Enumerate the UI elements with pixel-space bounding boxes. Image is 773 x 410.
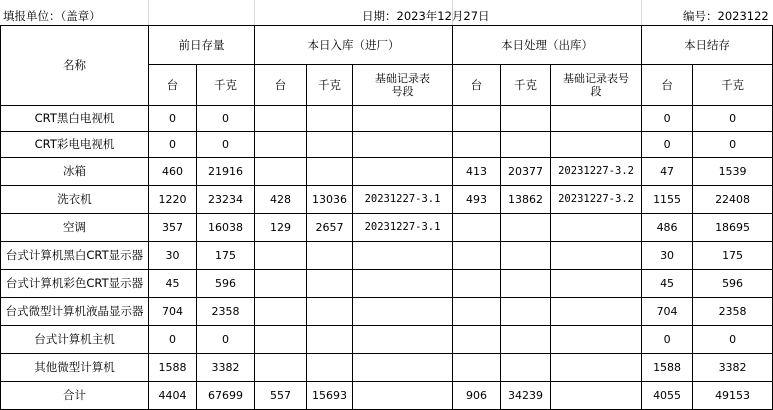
cell-prev-kg: 3382 xyxy=(197,354,255,382)
subheader-end-kg: 千克 xyxy=(693,65,773,106)
cell-in-rec xyxy=(353,132,453,158)
cell-in-kg xyxy=(307,242,353,270)
cell-prev-kg: 23234 xyxy=(197,186,255,214)
cell-in-rec xyxy=(353,326,453,354)
cell-name: 台式计算机主机 xyxy=(1,326,149,354)
cell-in-kg: 15693 xyxy=(307,382,353,410)
cell-prev-kg: 596 xyxy=(197,270,255,298)
cell-out-tai xyxy=(453,354,501,382)
cell-out-kg xyxy=(501,106,551,132)
cell-in-kg xyxy=(307,354,353,382)
table-row xyxy=(1,354,773,382)
cell-out-kg xyxy=(501,298,551,326)
cell-prev-tai: 0 xyxy=(149,326,197,354)
col-header-prev-stock: 前日存量 xyxy=(149,26,255,65)
subheader-in-record: 基础记录表号段 xyxy=(353,65,453,106)
table-row xyxy=(1,132,773,158)
cell-in-tai: 557 xyxy=(255,382,307,410)
reporting-unit-label: 填报单位：（盖章） xyxy=(3,9,101,23)
cell-out-tai xyxy=(453,214,501,242)
subheader-out-record: 基础记录表号段 xyxy=(551,65,642,106)
cell-in-rec xyxy=(353,354,453,382)
cell-end-kg: 0 xyxy=(693,132,773,158)
table-row xyxy=(1,326,773,354)
subheader-out-kg: 千克 xyxy=(501,65,551,106)
cell-in-kg xyxy=(307,270,353,298)
cell-out-rec xyxy=(551,106,642,132)
cell-end-tai: 47 xyxy=(642,158,693,186)
col-header-processed: 本日处理（出库） xyxy=(453,26,642,65)
cell-out-rec xyxy=(551,270,642,298)
cell-out-kg xyxy=(501,354,551,382)
cell-out-tai xyxy=(453,242,501,270)
cell-prev-kg: 16038 xyxy=(197,214,255,242)
total-row xyxy=(1,382,773,410)
cell-end-kg: 49153 xyxy=(693,382,773,410)
cell-out-tai xyxy=(453,270,501,298)
cell-prev-tai: 1220 xyxy=(149,186,197,214)
cell-out-rec xyxy=(551,132,642,158)
cell-in-rec xyxy=(353,382,453,410)
cell-in-tai: 129 xyxy=(255,214,307,242)
cell-in-kg: 13036 xyxy=(307,186,353,214)
cell-prev-kg: 0 xyxy=(197,132,255,158)
cell-name: 空调 xyxy=(1,214,149,242)
cell-end-tai: 704 xyxy=(642,298,693,326)
cell-out-rec xyxy=(551,214,642,242)
table-row xyxy=(1,106,773,132)
cell-end-kg: 1539 xyxy=(693,158,773,186)
col-header-inbound: 本日入库（进厂） xyxy=(255,26,453,65)
cell-end-tai: 45 xyxy=(642,270,693,298)
cell-end-kg: 0 xyxy=(693,106,773,132)
cell-out-kg xyxy=(501,132,551,158)
cell-in-tai xyxy=(255,270,307,298)
cell-in-kg xyxy=(307,298,353,326)
table-header-row-1 xyxy=(1,26,773,65)
cell-in-kg xyxy=(307,158,353,186)
cell-in-rec xyxy=(353,270,453,298)
cell-in-kg xyxy=(307,132,353,158)
cell-out-tai xyxy=(453,298,501,326)
cell-in-tai xyxy=(255,298,307,326)
table-row xyxy=(1,214,773,242)
subheader-prev-kg: 千克 xyxy=(197,65,255,106)
cell-in-kg xyxy=(307,106,353,132)
cell-end-kg: 3382 xyxy=(693,354,773,382)
cell-in-rec: 20231227-3.1 xyxy=(353,186,453,214)
cell-out-rec: 20231227-3.2 xyxy=(551,158,642,186)
table-row xyxy=(1,270,773,298)
cell-end-kg: 175 xyxy=(693,242,773,270)
report-number-label: 编号：2023122 xyxy=(683,9,769,23)
col-header-closing: 本日结存 xyxy=(642,26,773,65)
cell-prev-tai: 0 xyxy=(149,132,197,158)
cell-prev-tai: 460 xyxy=(149,158,197,186)
cell-end-kg: 596 xyxy=(693,270,773,298)
table-row xyxy=(1,298,773,326)
cell-in-tai xyxy=(255,354,307,382)
cell-out-rec xyxy=(551,354,642,382)
cell-out-kg xyxy=(501,270,551,298)
subheader-prev-tai: 台 xyxy=(149,65,197,106)
cell-prev-tai: 1588 xyxy=(149,354,197,382)
cell-in-tai: 428 xyxy=(255,186,307,214)
cell-name: CRT彩电电视机 xyxy=(1,132,149,158)
cell-out-tai: 413 xyxy=(453,158,501,186)
cell-prev-tai: 0 xyxy=(149,106,197,132)
cell-prev-tai: 704 xyxy=(149,298,197,326)
cell-name: CRT黑白电视机 xyxy=(1,106,149,132)
cell-end-kg: 0 xyxy=(693,326,773,354)
table-row xyxy=(1,186,773,214)
cell-end-tai: 1588 xyxy=(642,354,693,382)
cell-out-kg xyxy=(501,326,551,354)
inventory-table xyxy=(0,25,773,410)
cell-in-rec xyxy=(353,242,453,270)
cell-end-tai: 0 xyxy=(642,106,693,132)
report-date-label: 日期：2023年12月27日 xyxy=(362,9,490,23)
cell-out-kg: 34239 xyxy=(501,382,551,410)
cell-in-tai xyxy=(255,106,307,132)
cell-out-tai: 493 xyxy=(453,186,501,214)
cell-out-tai: 906 xyxy=(453,382,501,410)
cell-out-rec xyxy=(551,298,642,326)
cell-out-rec xyxy=(551,382,642,410)
cell-prev-tai: 357 xyxy=(149,214,197,242)
table-row xyxy=(1,242,773,270)
cell-name: 洗衣机 xyxy=(1,186,149,214)
cell-prev-kg: 0 xyxy=(197,326,255,354)
table-row xyxy=(1,158,773,186)
cell-in-kg: 2657 xyxy=(307,214,353,242)
subheader-end-tai: 台 xyxy=(642,65,693,106)
cell-end-tai: 1155 xyxy=(642,186,693,214)
subheader-in-kg: 千克 xyxy=(307,65,353,106)
cell-name: 合计 xyxy=(1,382,149,410)
cell-in-kg xyxy=(307,326,353,354)
cell-in-tai xyxy=(255,132,307,158)
cell-prev-kg: 175 xyxy=(197,242,255,270)
cell-out-rec xyxy=(551,326,642,354)
subheader-in-tai: 台 xyxy=(255,65,307,106)
cell-out-kg xyxy=(501,214,551,242)
cell-in-rec xyxy=(353,158,453,186)
cell-in-tai xyxy=(255,242,307,270)
cell-end-kg: 2358 xyxy=(693,298,773,326)
subheader-out-tai: 台 xyxy=(453,65,501,106)
report-header xyxy=(0,0,769,26)
cell-end-tai: 0 xyxy=(642,132,693,158)
cell-end-tai: 0 xyxy=(642,326,693,354)
cell-prev-kg: 2358 xyxy=(197,298,255,326)
cell-out-rec xyxy=(551,242,642,270)
cell-prev-kg: 21916 xyxy=(197,158,255,186)
cell-in-rec xyxy=(353,298,453,326)
cell-in-tai xyxy=(255,326,307,354)
col-header-name: 名称 xyxy=(1,26,149,106)
cell-prev-kg: 67699 xyxy=(197,382,255,410)
cell-name: 台式微型计算机液晶显示器 xyxy=(1,298,149,326)
cell-name: 其他微型计算机 xyxy=(1,354,149,382)
cell-prev-tai: 30 xyxy=(149,242,197,270)
cell-name: 台式计算机黑白CRT显示器 xyxy=(1,242,149,270)
cell-out-rec: 20231227-3.2 xyxy=(551,186,642,214)
cell-out-kg xyxy=(501,242,551,270)
cell-end-kg: 22408 xyxy=(693,186,773,214)
cell-prev-kg: 0 xyxy=(197,106,255,132)
cell-in-rec xyxy=(353,106,453,132)
cell-out-tai xyxy=(453,132,501,158)
cell-out-kg: 20377 xyxy=(501,158,551,186)
cell-in-rec: 20231227-3.1 xyxy=(353,214,453,242)
cell-in-tai xyxy=(255,158,307,186)
cell-prev-tai: 45 xyxy=(149,270,197,298)
cell-end-tai: 486 xyxy=(642,214,693,242)
cell-name: 台式计算机彩色CRT显示器 xyxy=(1,270,149,298)
cell-end-tai: 30 xyxy=(642,242,693,270)
cell-end-tai: 4055 xyxy=(642,382,693,410)
cell-name: 冰箱 xyxy=(1,158,149,186)
cell-end-kg: 18695 xyxy=(693,214,773,242)
cell-prev-tai: 4404 xyxy=(149,382,197,410)
cell-out-tai xyxy=(453,106,501,132)
cell-out-kg: 13862 xyxy=(501,186,551,214)
cell-out-tai xyxy=(453,326,501,354)
